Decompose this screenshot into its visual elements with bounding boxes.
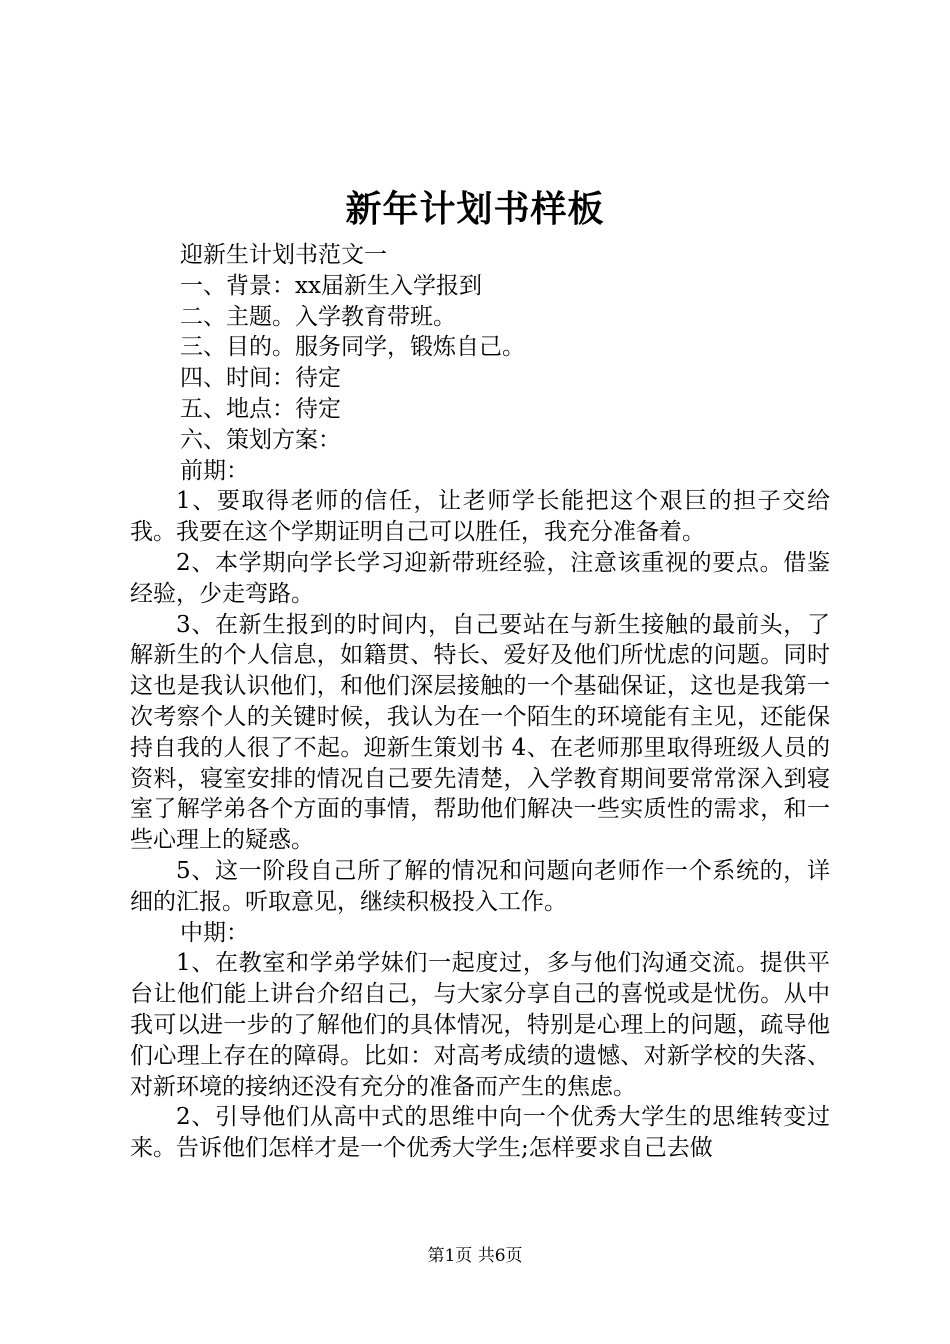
page-number-footer: 第1页 共6页: [427, 1246, 523, 1266]
document-title: 新年计划书样板: [345, 188, 605, 230]
paragraph: 2、引导他们从高中式的思维中向一个优秀大学生的思维转变过来。告诉他们怎样才是一个优秀大学生;怎样要求自己去做: [130, 1104, 830, 1162]
paragraph: 1、在教室和学弟学妹们一起度过，多与他们沟通交流。提供平台让他们能上讲台介绍自己，与大家分享自己的喜悦或是忧伤。从中我可以进一步的了解他们的具体情况，特别是心理上的问题，疏导他们心理上存在的障碍。比如：对高考成绩的遗憾、对新学校的失落、对新环境的接纳还没有充分的准备而产生的焦虑。: [130, 950, 830, 1100]
paragraph: 2、本学期向学长学习迎新带班经验，注意该重视的要点。借鉴经验，少走弯路。: [130, 549, 830, 607]
item-background: 一、背景：xx届新生入学报到: [180, 272, 482, 299]
item-location: 五、地点：待定: [180, 395, 341, 422]
paragraph: 5、这一阶段自己所了解的情况和问题向老师作一个系统的，详细的汇报。听取意见，继续积极投入工作。: [130, 857, 830, 915]
document-body: [130, 240, 830, 1164]
paragraph: 1、要取得老师的信任，让老师学长能把这个艰巨的担子交给我。我要在这个学期证明自己可以胜任，我充分准备着。: [130, 488, 830, 546]
phase-mid-heading: 中期：: [180, 919, 249, 946]
section-subtitle: 迎新生计划书范文一: [180, 242, 387, 268]
phase-early-heading: 前期：: [180, 457, 249, 484]
item-time: 四、时间：待定: [180, 365, 341, 392]
item-plan: 六、策划方案：: [180, 426, 341, 453]
item-purpose: 三、目的。服务同学，锻炼自己。: [180, 334, 525, 361]
paragraph: 3、在新生报到的时间内，自己要站在与新生接触的最前头，了解新生的个人信息，如籍贯、特长、爱好及他们所忧虑的问题。同时这也是我认识他们，和他们深层接触的一个基础保证，这也是我第一次考察个人的关键时候，我认为在一个陌生的环境能有主见，还能保持自我的人很了不起。迎新生策划书 4、在老师那里取得班级人员的资料，寝室安排的情况自己要先清楚，入学教育期间要常常深入到寝室了解学弟各个方面的事情，帮助他们解决一些实质性的需求，和一些心理上的疑惑。: [130, 611, 830, 854]
item-theme: 二、主题。入学教育带班。: [180, 303, 456, 330]
